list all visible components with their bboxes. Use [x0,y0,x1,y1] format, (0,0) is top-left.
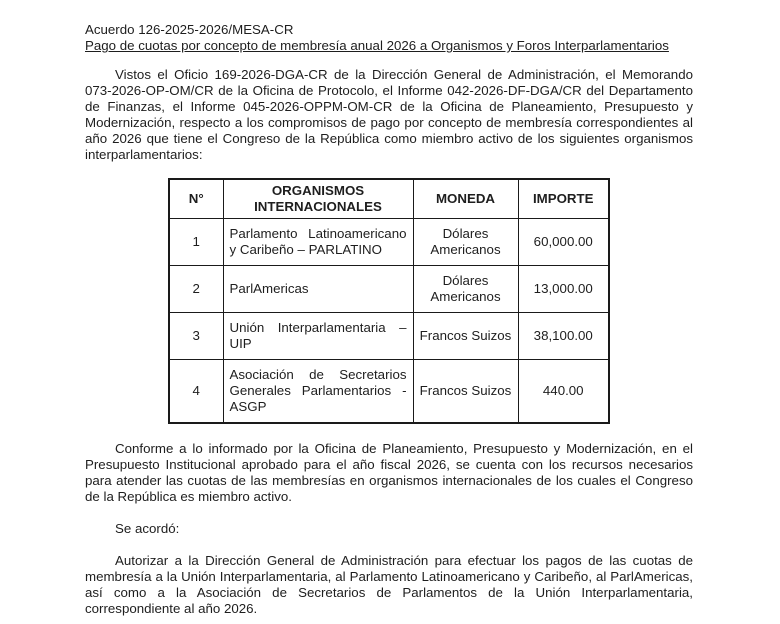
cell-numero: 3 [169,313,223,360]
paragraph-vistos: Vistos el Oficio 169-2026-DGA-CR de la Dirección General de Administración, el Memorando 073-2026-OP-OM/CR de la Oficina de Protocolo, el Informe 042-2026-DF-DGA/CR del Departamento de Finanzas, el Informe 045-2026-OPPM-OM-CR de la Oficina de Planeamiento, Presupuesto y Modernización, respecto a los compromisos de pago por concepto de membresía correspondientes al año 2026 que tiene el Congreso de la República como miembro activo de los siguientes organismos interparlamentarios: [85,67,693,162]
cell-moneda: Francos Suizos [413,313,518,360]
cell-numero: 1 [169,219,223,266]
document-title: Acuerdo 126-2025-2026/MESA-CR [85,22,294,37]
cell-moneda: Dólares Americanos [413,266,518,313]
cell-organismo: Parlamento Latinoamericano y Caribeño – PARLATINO [223,219,413,266]
col-header-numero: N° [169,179,223,219]
cell-moneda: Dólares Americanos [413,219,518,266]
cell-moneda: Francos Suizos [413,360,518,424]
table-header-row [169,179,609,219]
table-row [169,313,609,360]
cell-numero: 4 [169,360,223,424]
col-header-moneda: MONEDA [413,179,518,219]
cell-importe: 60,000.00 [518,219,609,266]
paragraph-conforme: Conforme a lo informado por la Oficina de Planeamiento, Presupuesto y Modernización, en el Presupuesto Institucional aprobado para el año fiscal 2026, se cuenta con los recursos necesarios para atender las cuotas de las membresías en organismos internacionales de los cuales el Congreso de la República es miembro activo. [85,441,693,504]
paragraph-autorizar: Autorizar a la Dirección General de Administración para efectuar los pagos de las cuotas de membresía a la Unión Interparlamentaria, al Parlamento Latinoamericano y Caribeño, al ParlAmericas, así como a la Asociación de Secretarios de Parlamentos de la Unión Interparlamentaria, correspondiente al año 2026. [85,553,693,616]
document-subtitle: Pago de cuotas por concepto de membresía anual 2026 a Organismos y Foros Interparlamentarios [85,38,669,53]
cell-organismo: Asociación de Secretarios Generales Parlamentarios - ASGP [223,360,413,424]
se-acordo-label: Se acordó: [115,521,180,536]
cell-organismo: Unión Interparlamentaria – UIP [223,313,413,360]
cell-importe: 38,100.00 [518,313,609,360]
membership-fees-table [168,178,610,424]
cell-numero: 2 [169,266,223,313]
col-header-organismos: ORGANISMOS INTERNACIONALES [223,179,413,219]
table-row [169,219,609,266]
table-row [169,360,609,424]
cell-organismo: ParlAmericas [223,266,413,313]
col-header-importe: IMPORTE [518,179,609,219]
cell-importe: 13,000.00 [518,266,609,313]
cell-importe: 440.00 [518,360,609,424]
table-row [169,266,609,313]
